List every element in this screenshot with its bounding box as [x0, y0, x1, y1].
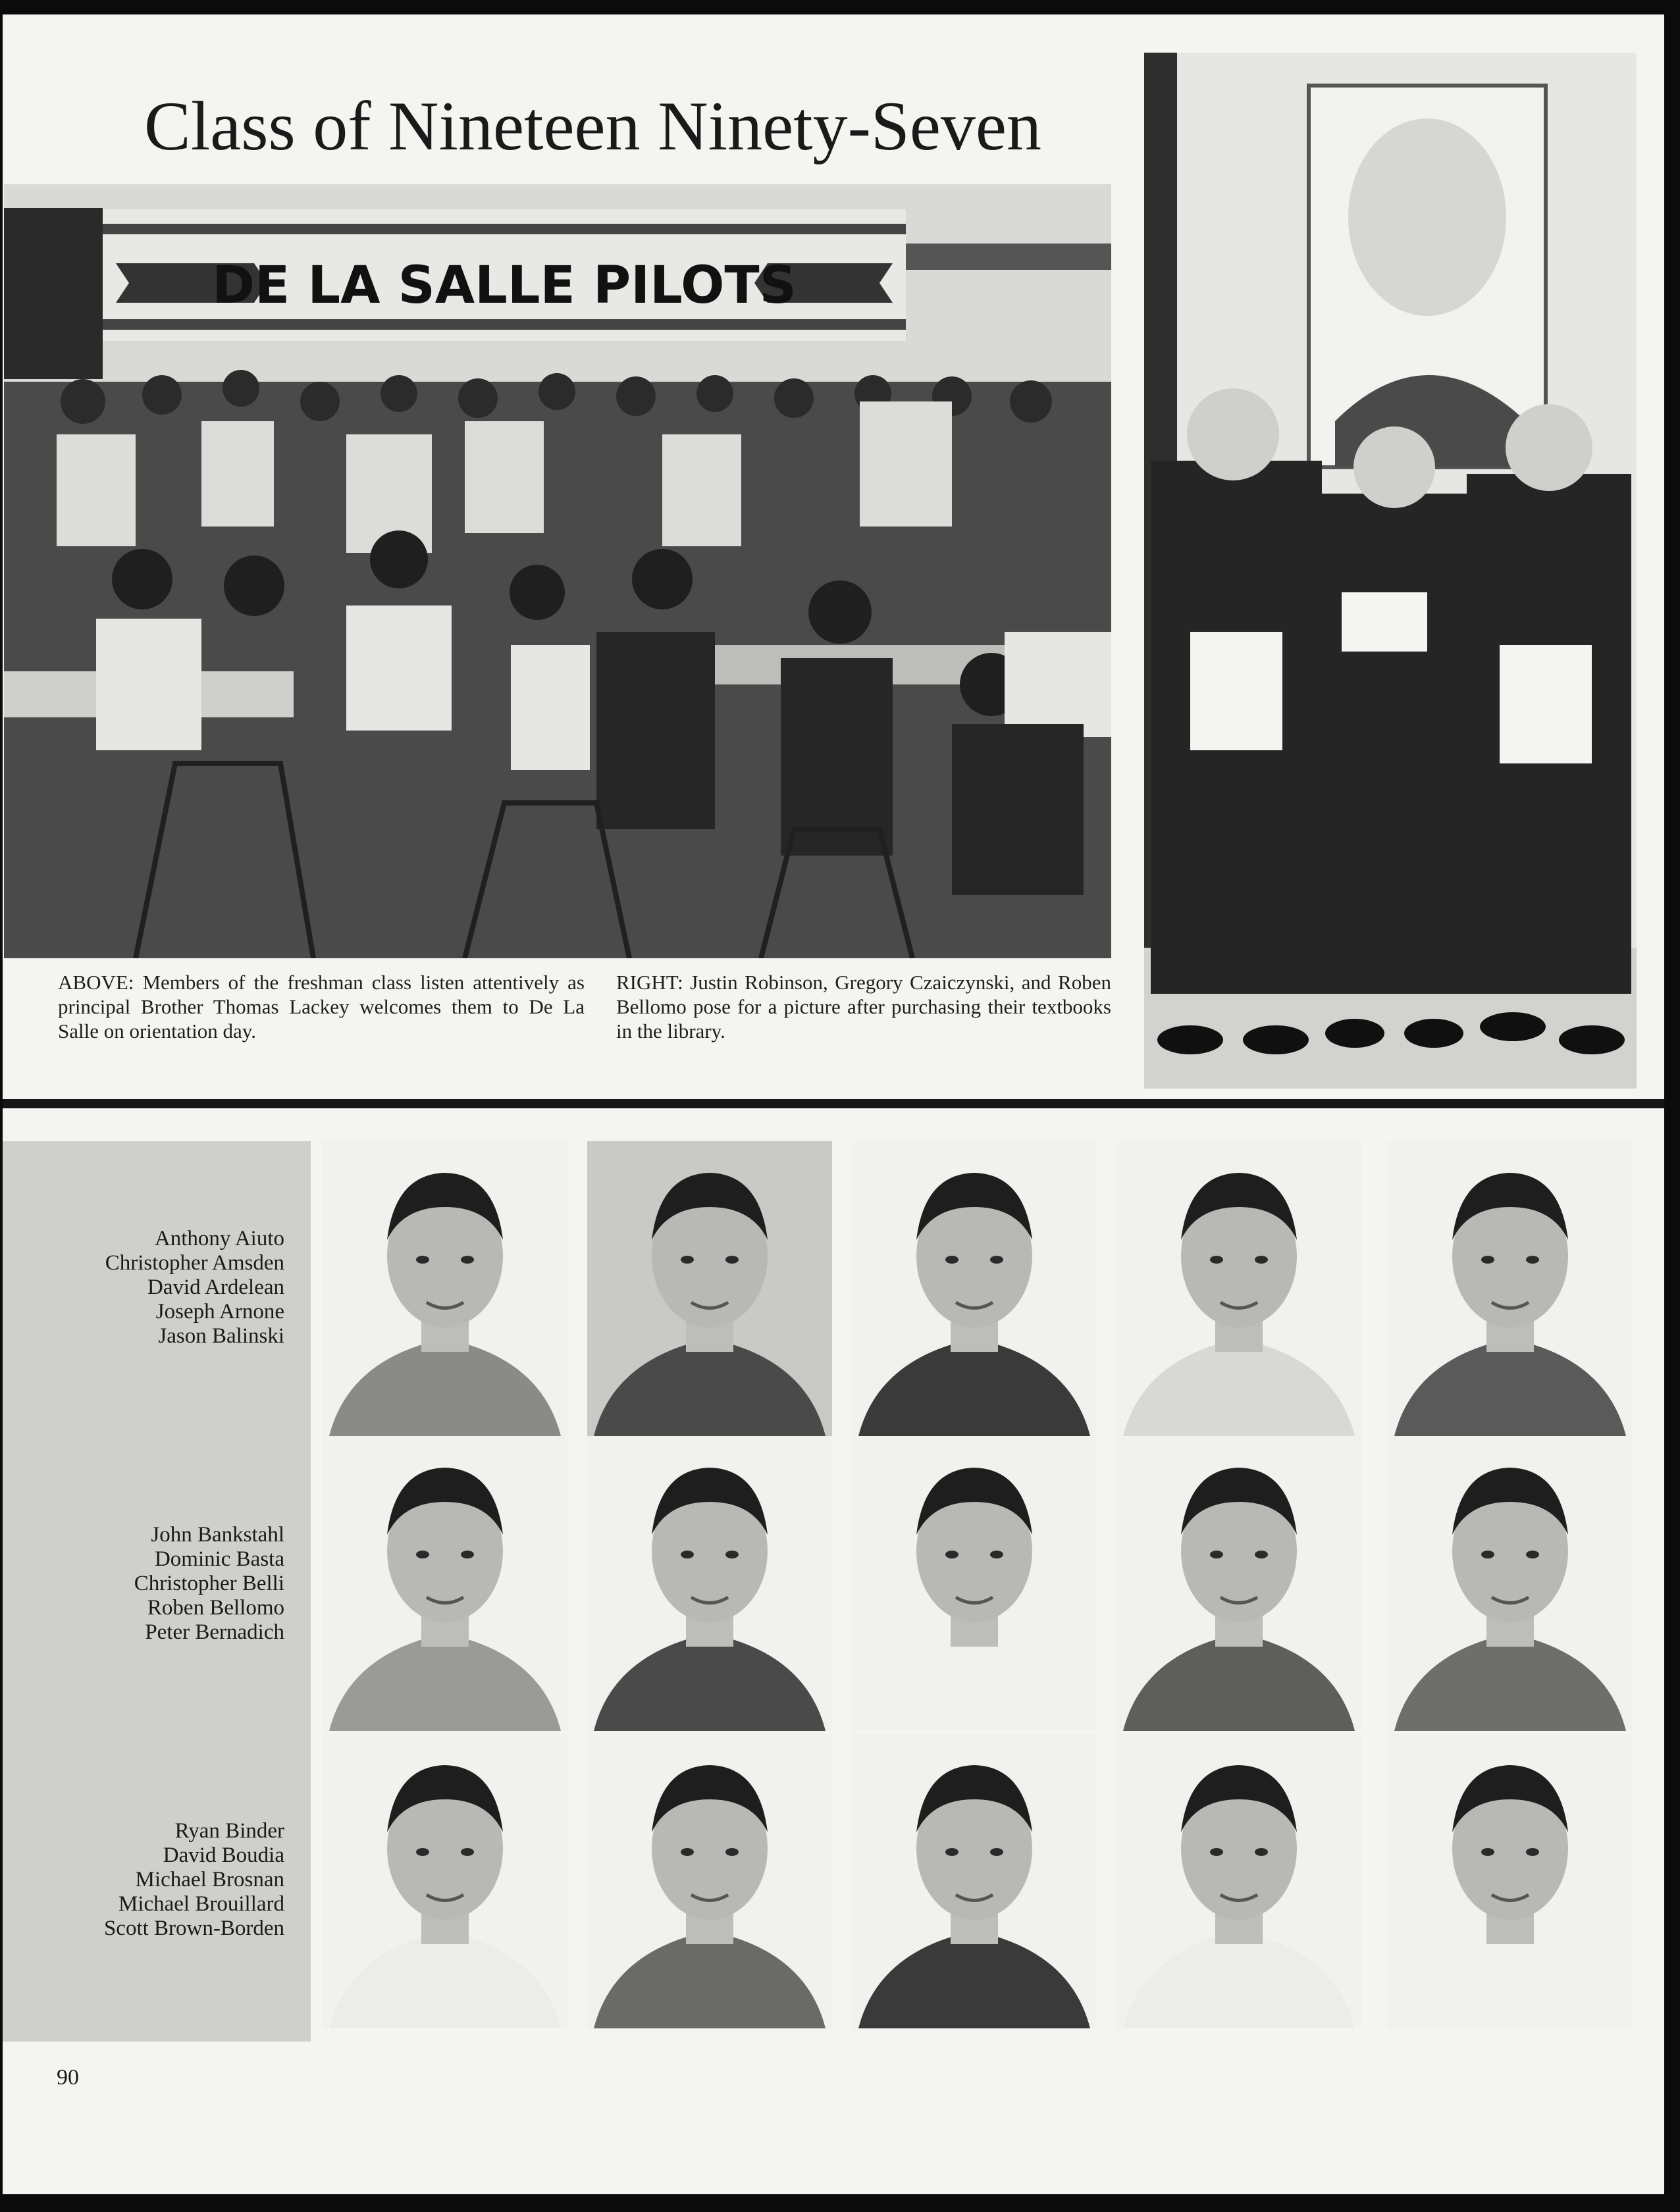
student-portrait [323, 1436, 567, 1731]
name-list-row-3 [104, 1819, 284, 1941]
student-name: David Ardelean [147, 1275, 284, 1299]
student-portrait [852, 1734, 1097, 2028]
student-name: Michael Brouillard [118, 1892, 284, 1916]
student-name: John Bankstahl [151, 1523, 284, 1547]
section-divider [3, 1099, 1666, 1108]
student-name: Joseph Arnone [155, 1300, 284, 1324]
orientation-photo [4, 184, 1111, 958]
student-portrait [323, 1141, 567, 1436]
scan-edge [1664, 0, 1680, 2212]
student-portrait [852, 1436, 1097, 1731]
page-number: 90 [57, 2065, 79, 2090]
student-name: Scott Brown-Borden [103, 1916, 284, 1940]
student-name: Christopher Belli [134, 1572, 284, 1595]
banner-text: DE LA SALLE PILOTS [212, 256, 797, 315]
caption-right: RIGHT: Justin Robinson, Gregory Czaiczynski, and Roben Bellomo pose for a picture after purchasing their textbooks in the library. [616, 971, 1111, 1042]
student-portrait [852, 1141, 1097, 1436]
names-panel [3, 1141, 311, 2042]
student-portrait [1388, 1436, 1633, 1731]
student-portrait [587, 1141, 832, 1436]
student-name: Christopher Amsden [105, 1251, 284, 1275]
library-photo [1144, 53, 1637, 1089]
student-name: Michael Brosnan [135, 1868, 284, 1891]
student-portrait [1388, 1734, 1633, 2028]
student-portrait [587, 1734, 832, 2028]
student-name: Roben Bellomo [147, 1596, 284, 1620]
student-portrait [587, 1436, 832, 1731]
student-portrait [1116, 1436, 1361, 1731]
name-list-row-2 [134, 1523, 284, 1645]
student-portrait [1116, 1734, 1361, 2028]
name-list-row-1 [105, 1227, 284, 1349]
yearbook-page [3, 14, 1666, 2194]
student-portrait [323, 1734, 567, 2028]
student-name: Jason Balinski [158, 1324, 284, 1348]
student-portrait [1116, 1141, 1361, 1436]
student-portrait [1388, 1141, 1633, 1436]
page-title: Class of Nineteen Ninety-Seven [144, 88, 1041, 165]
student-name: Ryan Binder [174, 1819, 284, 1843]
caption-above: ABOVE: Members of the freshman class listen attentively as principal Brother Thomas Lackey welcomes them to De La Salle on orientation day. [58, 971, 585, 1042]
student-name: Dominic Basta [154, 1547, 284, 1571]
student-name: David Boudia [163, 1843, 284, 1867]
student-name: Peter Bernadich [145, 1620, 284, 1644]
student-name: Anthony Aiuto [154, 1227, 284, 1250]
